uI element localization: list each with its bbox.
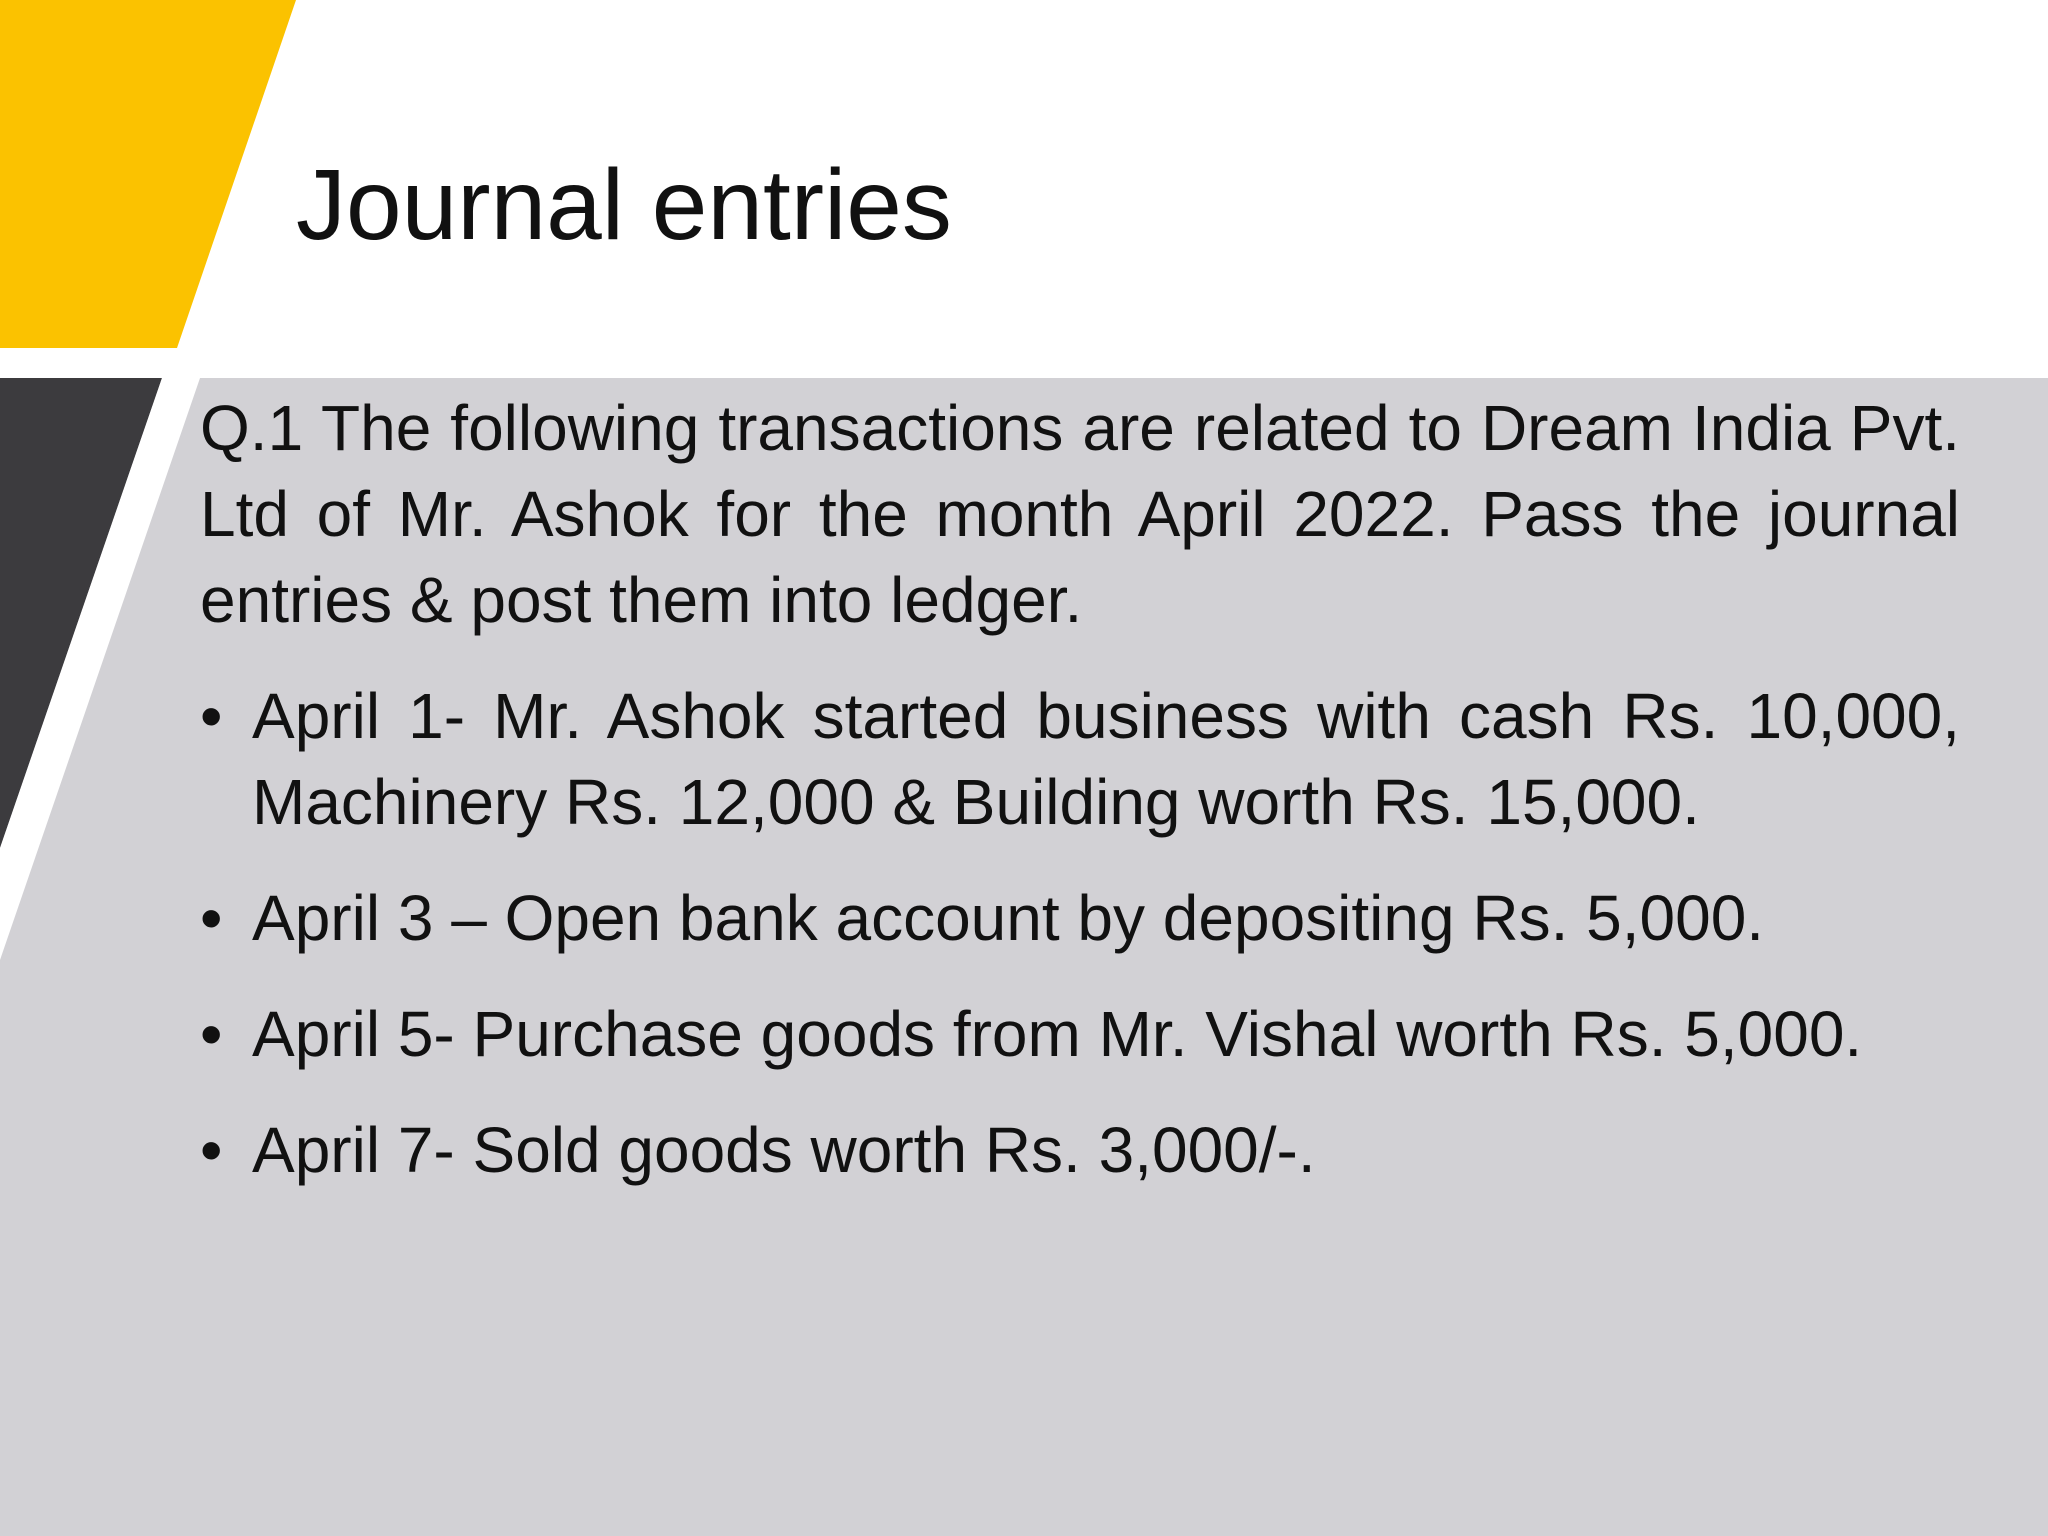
question-text: Q.1 The following transactions are related to Dream India Pvt. Ltd of Mr. Ashok for the month April 2022. Pass the journal entries & post them into ledger. xyxy=(200,392,1960,636)
list-item xyxy=(200,673,1960,845)
list-item-text: April 1- Mr. Ashok started business with cash Rs. 10,000, Machinery Rs. 12,000 & Building worth Rs. 15,000. xyxy=(252,680,1960,838)
list-item xyxy=(200,991,1960,1077)
transaction-list xyxy=(200,673,1960,1193)
list-item xyxy=(200,875,1960,961)
bullet-icon: • xyxy=(200,1114,223,1186)
list-item xyxy=(200,1107,1960,1193)
page-title: Journal entries xyxy=(296,149,952,261)
slide-body xyxy=(200,385,1960,1223)
yellow-accent-shape xyxy=(0,0,296,348)
bullet-icon: • xyxy=(200,998,223,1070)
list-item-text: April 7- Sold goods worth Rs. 3,000/-. xyxy=(252,1114,1316,1186)
bullet-icon: • xyxy=(200,680,223,752)
bullet-icon: • xyxy=(200,882,223,954)
list-item-text: April 3 – Open bank account by depositing Rs. 5,000. xyxy=(252,882,1765,954)
list-item-text: April 5- Purchase goods from Mr. Vishal worth Rs. 5,000. xyxy=(252,998,1863,1070)
